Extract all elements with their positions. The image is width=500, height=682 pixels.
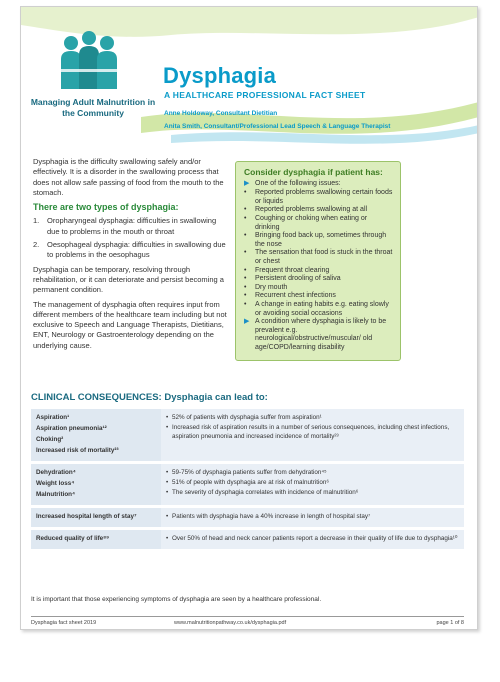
author-slt: Anita Smith, Consultant/Professional Lead Speech & Language Therapist — [164, 123, 391, 130]
list-item: • Dry mouth — [244, 283, 288, 291]
list-item: • Reported problems swallowing certain foods or liquids — [244, 189, 393, 205]
list-item: 1. Oropharyngeal dysphagia: difficulties in swallowing due to problems in the mouth or throat — [33, 216, 217, 236]
intro-section — [33, 157, 229, 355]
consider-lead-condition: ▶ A condition where dysphagia is likely to be prevalent e.g. neurological/obstructive/muscular/ old age/COPD/learning disability — [244, 318, 387, 351]
footer-url-link[interactable]: www.malnutritionpathway.co.uk/dysphagia.pdf — [174, 620, 287, 626]
table-cell: Dehydration⁴ Weight loss⁴ Malnutrition⁴ — [31, 463, 161, 507]
page-subtitle: A HEALTHCARE PROFESSIONAL FACT SHEET — [164, 90, 366, 100]
list-item: • Recurrent chest infections — [244, 292, 336, 300]
footer-divider — [31, 616, 464, 617]
list-item: • Coughing or choking when eating or drinking — [244, 214, 368, 231]
footer-doc-name: Dysphagia fact sheet 2019 — [31, 620, 97, 626]
table-row — [31, 463, 464, 507]
footer-page-number: page 1 of 8 — [436, 620, 464, 626]
table-cell: Reduced quality of life⁸⁹ — [31, 529, 161, 551]
table-row — [31, 529, 464, 551]
consider-list — [244, 189, 393, 318]
table-cell: Aspiration¹ Aspiration pneumonia¹² Choking² Increased risk of mortality²³ — [31, 409, 161, 463]
consequences-table — [31, 409, 464, 552]
consider-lead-issues: ▶ One of the following issues: — [244, 179, 341, 187]
arrow-right-icon: ▶ — [244, 318, 250, 326]
list-item: • Reported problems swallowing at all — [244, 206, 368, 214]
table-row — [31, 409, 464, 463]
list-item: • Bringing food back up, sometimes through the nose — [244, 232, 387, 248]
table-cell: Increased hospital length of stay⁷ — [31, 507, 161, 529]
closing-statement: It is important that those experiencing symptoms of dysphagia are seen by a healthcare professional. — [31, 596, 322, 603]
list-item: • A change in eating habits e.g. eating slowly or avoiding social occasions — [244, 300, 389, 317]
header — [21, 7, 477, 147]
types-heading: There are two types of dysphagia: — [33, 202, 179, 213]
table-cell: • Patients with dysphagia have a 40% increase in length of hospital stay⁷ — [161, 507, 464, 529]
intro-management: The management of dysphagia often requires input from different members of the healthcare team including but not exclusive to Speech and Language Therapists, Dietitians, ENT, Neurology or Gastroenterology depending on the underlying cause. — [33, 299, 227, 350]
consider-box — [235, 161, 401, 361]
list-item: • Persistent drooling of saliva — [244, 275, 341, 283]
people-group-logo-icon — [49, 29, 127, 91]
table-cell: • Over 50% of head and neck cancer patients report a decrease in their quality of life due to dysphagia¹⁰ — [161, 529, 464, 551]
org-name: Managing Adult Malnutrition in the Community — [30, 97, 156, 118]
arrow-right-icon: ▶ — [244, 179, 250, 187]
consider-title: Consider dysphagia if patient has: — [244, 167, 383, 177]
list-item: • Frequent throat clearing — [244, 266, 330, 274]
consequences-heading: CLINICAL CONSEQUENCES: Dysphagia can lead to: — [31, 392, 268, 403]
author-dietitian: Anne Holdoway, Consultant Dietitian — [164, 110, 278, 117]
page-title: Dysphagia — [163, 63, 277, 88]
list-item: • The sensation that food is stuck in the throat or chest — [244, 249, 393, 265]
fact-sheet-page — [20, 6, 478, 630]
table-cell: • 59-75% of dysphagia patients suffer from dehydration⁴⁵ • 51% of people with dysphagia are at risk of malnutrition⁶ • The severity of dysphagia correlates with incidence of malnutrition⁶ — [161, 463, 464, 507]
table-row — [31, 507, 464, 529]
intro-definition: Dysphagia is the difficulty swallowing safely and/or effectively. It is a disorder in the swallowing process that does not allow safe passing of food from the mouth to the stomach. — [33, 157, 224, 197]
list-item: 2. Oesophageal dysphagia: difficulties in swallowing due to problems in the oesophagus — [33, 240, 226, 260]
intro-progression: Dysphagia can be temporary, resolving through rehabilitation, or it can deteriorate and persist becoming a permanent condition. — [33, 264, 224, 295]
table-cell: • 52% of patients with dysphagia suffer from aspiration¹ • Increased risk of aspiration results in a number of serious consequences, including chest infections, aspiration pneumonia and increased incidence of mortality²³ — [161, 409, 464, 463]
types-list — [33, 216, 229, 260]
